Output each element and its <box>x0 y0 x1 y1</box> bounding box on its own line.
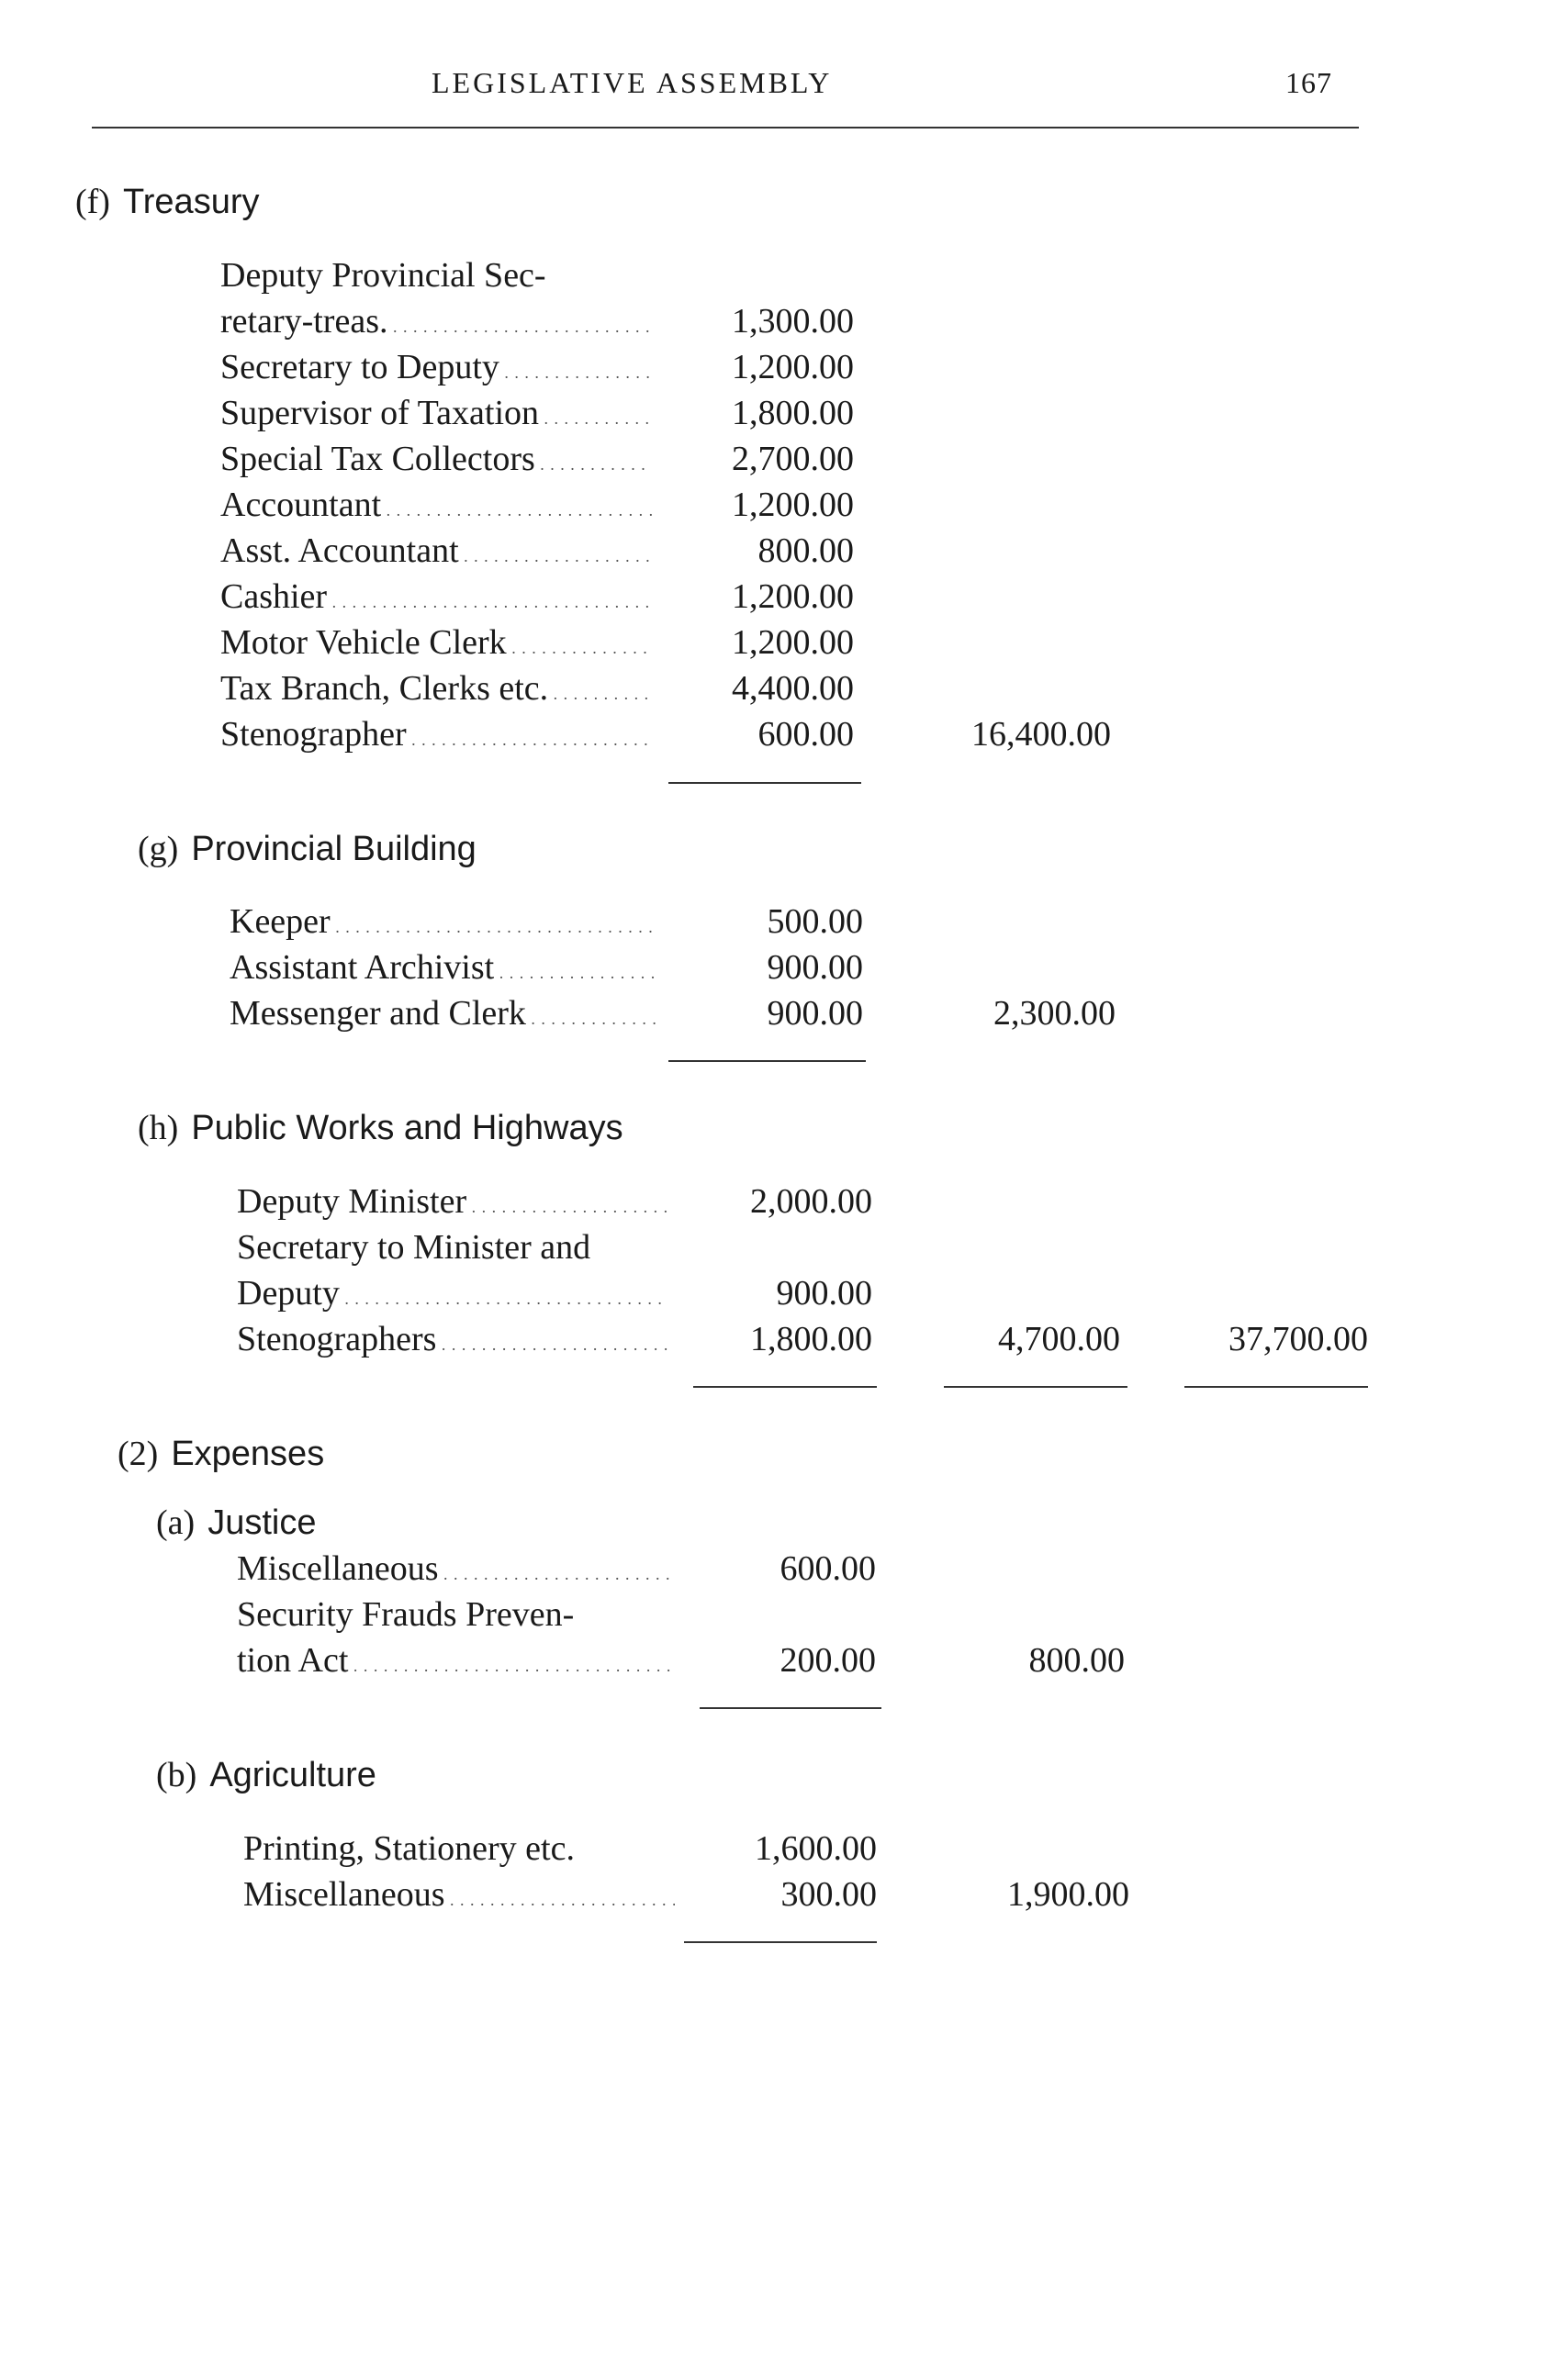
subtotal-rule <box>684 1941 877 1943</box>
line-item-label: Secretary to Minister and <box>237 1228 591 1267</box>
line-item-amount: 600.00 <box>757 715 854 754</box>
line-item-amount: 4,400.00 <box>732 669 854 708</box>
line-item-amount: 2,700.00 <box>732 440 854 478</box>
line-item-amount: 900.00 <box>767 994 863 1033</box>
section-title: Agriculture <box>209 1756 376 1794</box>
line-item-label: Security Frauds Preven- <box>237 1595 575 1634</box>
section-total: 2,300.00 <box>993 994 1116 1033</box>
line-item-amount: 800.00 <box>757 531 854 570</box>
section-label: (f) <box>75 183 110 221</box>
section-title: Expenses <box>171 1435 325 1473</box>
line-item-label: Assistant Archivist . . . <box>230 947 656 988</box>
section-title: Provincial Building <box>191 830 477 868</box>
subtotal-rule <box>700 1707 881 1709</box>
section-expenses-heading <box>118 1434 324 1474</box>
section-label: (h) <box>138 1109 179 1147</box>
line-item-amount: 2,000.00 <box>750 1182 872 1221</box>
line-item-label: Secretary to Deputy . . . <box>220 347 652 387</box>
section-label: (b) <box>156 1756 197 1794</box>
line-item-amount: 900.00 <box>776 1274 872 1313</box>
subtotal-rule <box>693 1386 877 1388</box>
section-provincial-building-heading <box>138 829 477 869</box>
line-item-amount: 1,200.00 <box>732 577 854 616</box>
line-item-amount: 1,200.00 <box>732 486 854 524</box>
subtotal-rule <box>944 1386 1127 1388</box>
section-agriculture-heading <box>156 1755 376 1795</box>
section-total: 1,900.00 <box>1007 1875 1129 1914</box>
page-number: 167 <box>1285 66 1332 99</box>
section-treasury-heading <box>75 182 259 222</box>
line-item-label: Deputy . . . <box>237 1273 668 1313</box>
section-total: 16,400.00 <box>971 715 1111 754</box>
section-title: Treasury <box>122 183 260 221</box>
line-item-label: Deputy Minister . . . <box>237 1181 668 1222</box>
line-item-amount: 1,800.00 <box>732 394 854 432</box>
line-item-label: tion Act . . . <box>237 1640 676 1681</box>
section-total: 4,700.00 <box>998 1320 1120 1358</box>
line-item-label: Messenger and Clerk . . . <box>230 993 656 1034</box>
line-item-label: Stenographers . . . <box>237 1319 668 1359</box>
line-item-label: Motor Vehicle Clerk . . . <box>220 622 652 663</box>
line-item-label: Cashier . . . <box>220 576 652 617</box>
line-item-label: Printing, Stationery etc. <box>243 1829 575 1868</box>
section-title: Justice <box>207 1503 317 1542</box>
line-item-amount: 1,200.00 <box>732 623 854 662</box>
line-item-amount: 1,300.00 <box>732 302 854 341</box>
page-header-title: LEGISLATIVE ASSEMBLY <box>432 66 833 99</box>
line-item-amount: 600.00 <box>780 1549 876 1588</box>
section-total: 800.00 <box>1028 1641 1125 1680</box>
header-rule <box>92 127 1359 128</box>
line-item-label: Accountant . . . <box>220 485 652 525</box>
line-item-label: Special Tax Collectors . . . <box>220 439 652 479</box>
line-item-label: retary-treas. . . . <box>220 301 652 341</box>
section-label: (g) <box>138 830 179 868</box>
section-public-works-heading <box>138 1108 623 1148</box>
section-label: (2) <box>118 1435 159 1473</box>
line-item-amount: 500.00 <box>767 902 863 941</box>
line-item-label: Deputy Provincial Sec- <box>220 256 546 295</box>
line-item-label: Asst. Accountant . . . <box>220 531 652 571</box>
subtotal-rule <box>668 1060 866 1062</box>
section-label: (a) <box>156 1503 196 1542</box>
line-item-label: Tax Branch, Clerks etc. . . . <box>220 668 652 709</box>
line-item-label: Supervisor of Taxation . . . <box>220 393 652 433</box>
line-item-amount: 1,600.00 <box>755 1829 877 1868</box>
section-title: Public Works and Highways <box>191 1109 623 1147</box>
section-justice-heading <box>156 1503 316 1543</box>
line-item-label: Miscellaneous . . . <box>243 1874 675 1915</box>
grand-total: 37,700.00 <box>1228 1320 1368 1358</box>
line-item-label: Stenographer . . . <box>220 714 652 754</box>
line-item-amount: 300.00 <box>780 1875 877 1914</box>
subtotal-rule <box>668 782 861 784</box>
line-item-label: Keeper . . . <box>230 901 656 942</box>
line-item-amount: 1,200.00 <box>732 348 854 386</box>
line-item-amount: 1,800.00 <box>750 1320 872 1358</box>
line-item-label: Miscellaneous . . . <box>237 1548 676 1589</box>
line-item-amount: 900.00 <box>767 948 863 987</box>
line-item-amount: 200.00 <box>780 1641 876 1680</box>
grand-total-rule <box>1184 1386 1368 1388</box>
